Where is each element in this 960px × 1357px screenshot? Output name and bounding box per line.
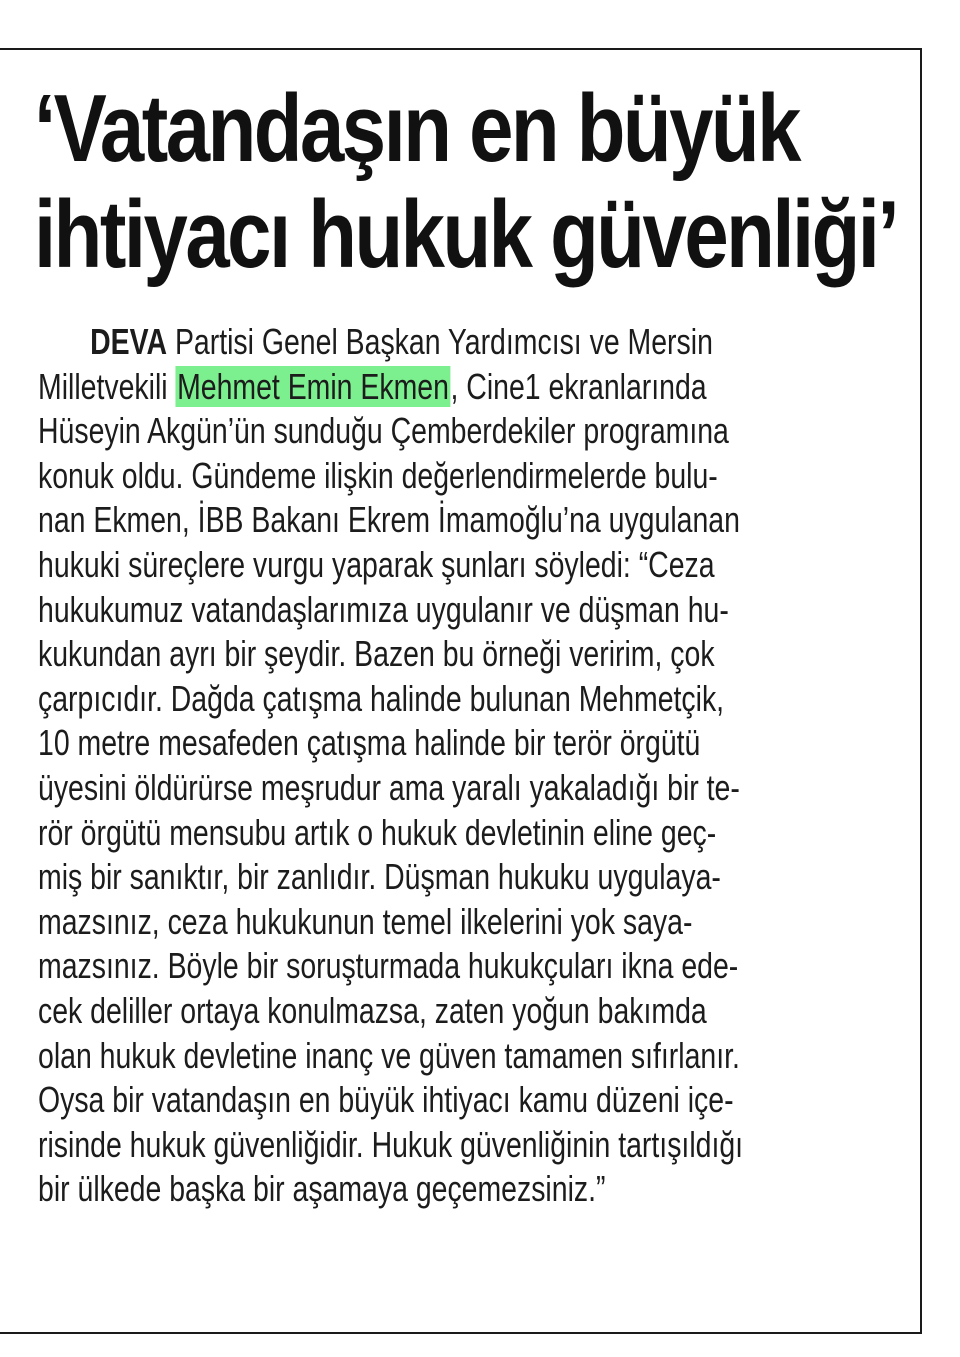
body-line: risinde hukuk güvenliğidir. Hukuk güvenliğinin tartışıldığı	[38, 1123, 744, 1165]
body-line: miş bir sanıktır, bir zanlıdır. Düşman hukuku uygulaya-	[38, 856, 721, 898]
body-line: mazsınız. Böyle bir soruşturmada hukukçuları ikna ede-	[38, 945, 739, 987]
body-line: 10 metre mesafeden çatışma halinde bir terör örgütü	[38, 722, 701, 764]
body-line: Hüseyin Akgün’ün sunduğu Çemberdekiler programına	[38, 410, 729, 452]
body-line: bir ülkede başka bir aşamaya geçemezsiniz.”	[38, 1168, 606, 1210]
body-line: çarpıcıdır. Dağda çatışma halinde bulunan Mehmetçik,	[38, 677, 725, 719]
article-body	[38, 320, 860, 1212]
headline-line-1: ‘Vatandaşın en büyük	[34, 75, 799, 182]
body-line-2	[38, 365, 860, 410]
body-line-2-before: Milletvekili	[38, 365, 176, 407]
headline-line-2: ihtiyacı hukuk güvenliği’	[34, 181, 898, 288]
body-line: cek deliller ortaya konulmazsa, zaten yoğun bakımda	[38, 989, 707, 1031]
body-line-2-after: , Cine1 ekranlarında	[450, 365, 707, 407]
body-line: olan hukuk devletine inanç ve güven tamamen sıfırlanır.	[38, 1034, 740, 1076]
body-line: nan Ekmen, İBB Bakanı Ekrem İmamoğlu’na uygulanan	[38, 499, 740, 541]
body-line: rör örgütü mensubu artık o hukuk devletinin eline geç-	[38, 811, 717, 853]
body-line-1-rest: Partisi Genel Başkan Yardımcısı ve Mersin	[167, 321, 713, 362]
body-line-1	[38, 320, 860, 365]
body-line: üyesini öldürürse meşrudur ama yaralı yakaladığı bir te-	[38, 766, 740, 808]
body-line: konuk oldu. Gündeme ilişkin değerlendirmelerde bulu-	[38, 454, 718, 496]
body-line: hukukumuz vatandaşlarımıza uygulanır ve düşman hu-	[38, 588, 729, 630]
article-headline	[34, 75, 898, 288]
body-line: kukundan ayrı bir şeydir. Bazen bu örneği veririm, çok	[38, 633, 715, 675]
highlighted-name: Mehmet Emin Ekmen	[177, 365, 449, 407]
body-line: hukuki süreçlere vurgu yaparak şunları söyledi: “Ceza	[38, 543, 715, 585]
lead-word: DEVA	[90, 321, 168, 362]
body-line: mazsınız, ceza hukukunun temel ilkelerini yok saya-	[38, 900, 693, 942]
body-line: Oysa bir vatandaşın en büyük ihtiyacı kamu düzeni içe-	[38, 1079, 734, 1121]
